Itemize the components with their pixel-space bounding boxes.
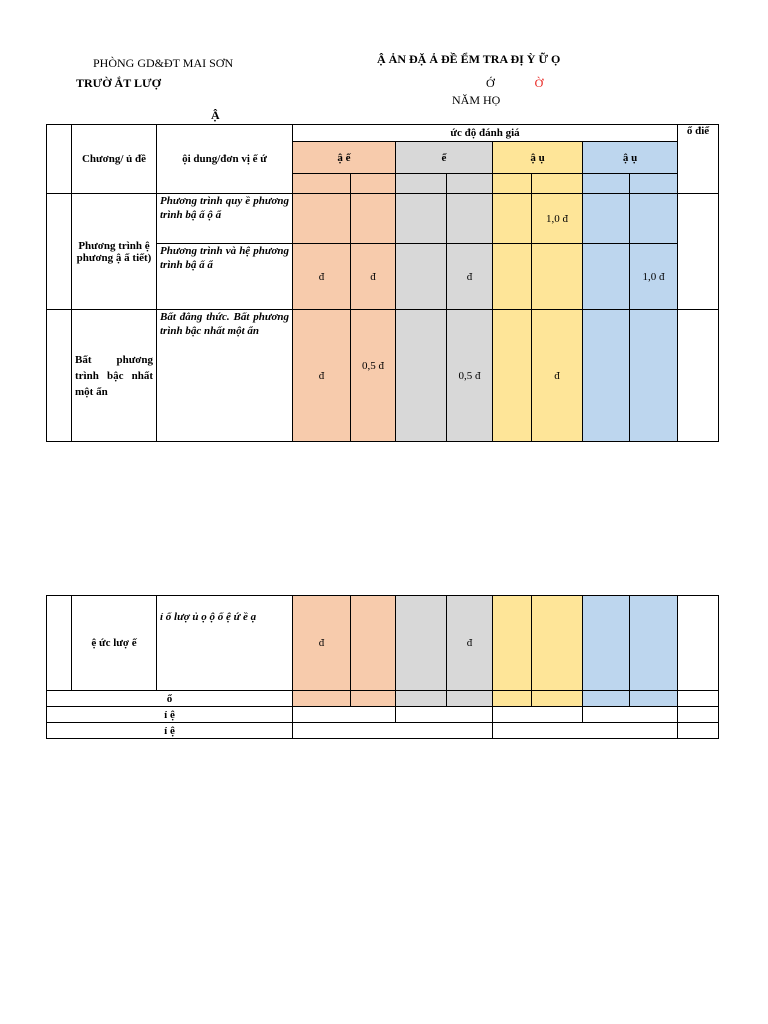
- level-group-header: ức độ đánh giá: [293, 125, 678, 142]
- total-label: ổ: [47, 691, 293, 707]
- value-cell: [493, 596, 532, 691]
- subheader-cell: [396, 174, 447, 194]
- chapter-header: Chương/ ủ đề: [72, 125, 157, 194]
- table-row: [47, 310, 719, 442]
- total-score-header: ổ điể: [678, 125, 719, 194]
- value-cell: đ: [447, 596, 493, 691]
- value-cell: [351, 194, 396, 244]
- value-cell: [293, 194, 351, 244]
- ratio2-label: ỉ ệ: [47, 723, 293, 739]
- ratio-row: [47, 707, 719, 723]
- content-cell: ỉ ố lượ ủ ọ ộ ố ệ ứ ề ạ: [157, 596, 293, 691]
- ratio-cell: [678, 723, 719, 739]
- value-cell: [396, 596, 447, 691]
- subheader-cell: [447, 174, 493, 194]
- value-cell: 0,5 đ: [447, 310, 493, 442]
- content-cell: Phương trình quy ề phương trình bậ ấ ộ ẩ: [157, 194, 293, 244]
- school-name: TRƯỜ ẮT LƯỢ: [76, 76, 161, 90]
- value-cell: [583, 596, 630, 691]
- value-cell: đ: [293, 596, 351, 691]
- value-cell: [630, 596, 678, 691]
- total-row: [47, 691, 719, 707]
- value-cell: [493, 310, 532, 442]
- value-cell: 1,0 đ: [532, 194, 583, 244]
- ratio-cell: [493, 707, 583, 723]
- value-cell: [532, 691, 583, 707]
- school-year: NĂM HỌ: [452, 93, 501, 107]
- value-cell: [396, 194, 447, 244]
- stt-cell: [47, 596, 72, 691]
- value-cell: đ: [447, 244, 493, 310]
- subheader-cell: [351, 174, 396, 194]
- subheader-cell: [630, 174, 678, 194]
- stt-cell: [47, 310, 72, 442]
- assessment-matrix-table-continued: [46, 595, 719, 739]
- value-cell: [583, 310, 630, 442]
- value-cell: [447, 194, 493, 244]
- stt-header: [47, 125, 72, 194]
- content-cell: Phương trình và hệ phương trình bậ ấ ẩ: [157, 244, 293, 310]
- document-subtitle: [486, 76, 543, 90]
- subheader-cell: [532, 174, 583, 194]
- value-cell: [493, 194, 532, 244]
- level-4-header: ậ ụ: [583, 142, 678, 174]
- ratio-cell: [293, 707, 396, 723]
- value-cell: [583, 244, 630, 310]
- value-cell: [493, 244, 532, 310]
- assessment-matrix-table: [46, 124, 719, 442]
- value-cell: [293, 691, 351, 707]
- value-cell: [630, 194, 678, 244]
- value-cell: [630, 691, 678, 707]
- level-2-header: ể: [396, 142, 493, 174]
- ratio-cell: [678, 707, 719, 723]
- value-cell: [532, 244, 583, 310]
- department-name: PHÒNG GD&ĐT MAI SƠN: [93, 56, 234, 70]
- value-cell: [396, 691, 447, 707]
- ratio-cell: [583, 707, 678, 723]
- value-cell: [396, 244, 447, 310]
- chapter-cell: Bất phương trình bậc nhất một ẩn: [72, 310, 157, 442]
- table-row: [47, 596, 719, 691]
- value-cell: đ: [293, 310, 351, 442]
- value-cell: 0,5 đ: [351, 310, 396, 442]
- subheader-cell: [493, 174, 532, 194]
- value-cell: [351, 691, 396, 707]
- value-cell: [396, 310, 447, 442]
- total-cell: [678, 194, 719, 310]
- document-title: Ậ ẢN ĐẶ Ả ĐỀ ỂM TRA ĐỊ Ỳ Ữ Ọ: [377, 52, 561, 66]
- total-cell: [678, 691, 719, 707]
- stt-cell: [47, 194, 72, 310]
- subheader-cell: [293, 174, 351, 194]
- table-row: [47, 194, 719, 244]
- value-cell: [583, 194, 630, 244]
- chapter-cell: Phương trình ệ phương ậ ấ tiết): [72, 194, 157, 310]
- ratio-cell: [493, 723, 678, 739]
- value-cell: [493, 691, 532, 707]
- subtitle-part-a: Ớ: [486, 76, 495, 90]
- value-cell: đ: [351, 244, 396, 310]
- total-cell: [678, 310, 719, 442]
- value-cell: [630, 310, 678, 442]
- content-header: ội dung/đơn vị ế ứ: [157, 125, 293, 194]
- value-cell: 1,0 đ: [630, 244, 678, 310]
- ratio-label: ỉ ệ: [47, 707, 293, 723]
- value-cell: đ: [532, 310, 583, 442]
- value-cell: [583, 691, 630, 707]
- chapter-cell: ệ ức lượ ế: [72, 596, 157, 691]
- level-3-header: ậ ụ: [493, 142, 583, 174]
- value-cell: đ: [293, 244, 351, 310]
- value-cell: [447, 691, 493, 707]
- ratio-cell: [293, 723, 493, 739]
- ratio-cell: [396, 707, 493, 723]
- subheader-cell: [583, 174, 630, 194]
- section-heading: Ậ: [211, 108, 220, 122]
- level-1-header: ậ ế: [293, 142, 396, 174]
- total-cell: [678, 596, 719, 691]
- content-cell: Bất đẳng thức. Bất phương trình bậc nhất một ẩn: [157, 310, 293, 442]
- value-cell: [532, 596, 583, 691]
- ratio-row-2: [47, 723, 719, 739]
- value-cell: [351, 596, 396, 691]
- subtitle-part-b: Ờ: [534, 76, 544, 90]
